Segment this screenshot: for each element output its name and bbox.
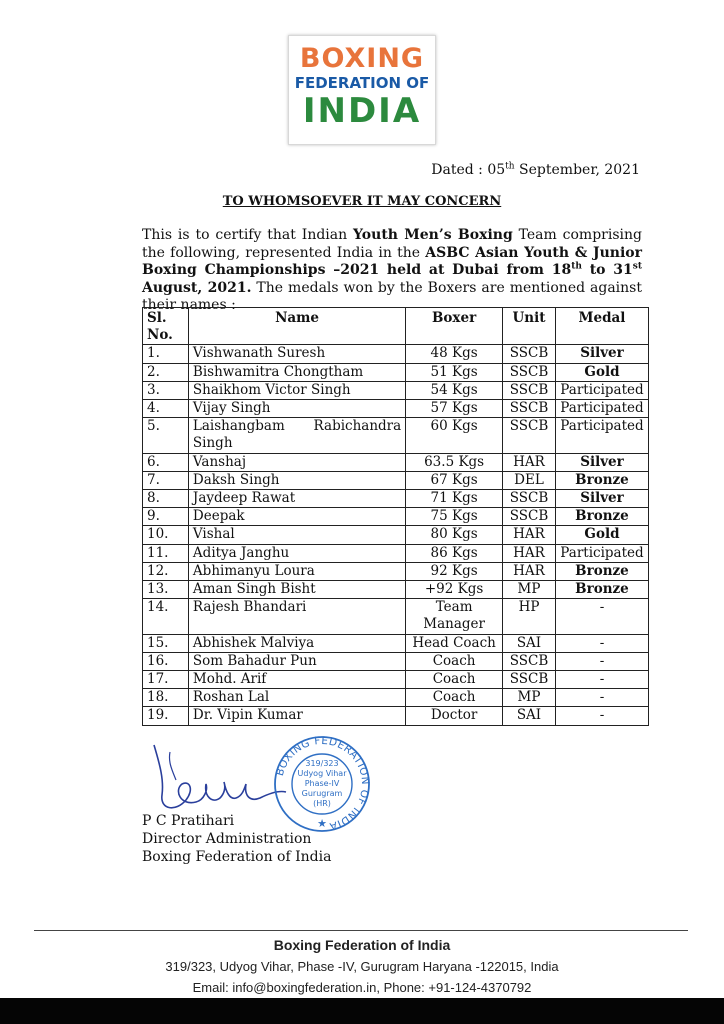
cell-unit: SSCB	[503, 418, 556, 453]
dated-sup: th	[505, 161, 515, 172]
footer-divider	[34, 930, 688, 931]
cell-sl-no: 13.	[143, 581, 189, 599]
cell-name: Laishangbam Rabichandra Singh	[188, 418, 405, 453]
header-medal: Medal	[555, 308, 648, 345]
logo-line-federation-of: FEDERATION OF	[294, 74, 430, 92]
intro-paragraph	[142, 227, 642, 315]
signer-block	[142, 812, 331, 866]
cell-sl-no: 17.	[143, 671, 189, 689]
stamp-line-5: (HR)	[313, 799, 331, 808]
cell-name: Deepak	[188, 508, 405, 526]
letterhead-footer	[0, 935, 724, 998]
cell-name: Vishal	[188, 526, 405, 544]
intro-bold-dates: to 31	[581, 262, 633, 279]
cell-boxer: 86 Kgs	[406, 544, 503, 562]
cell-boxer: 92 Kgs	[406, 562, 503, 580]
cell-boxer: Team Manager	[406, 599, 503, 634]
table-row	[143, 544, 649, 562]
cell-sl-no: 2.	[143, 363, 189, 381]
table-row	[143, 381, 649, 399]
cell-medal: Bronze	[555, 562, 648, 580]
table-row	[143, 526, 649, 544]
cell-sl-no: 18.	[143, 689, 189, 707]
cell-sl-no: 11.	[143, 544, 189, 562]
dated-rest: September, 2021	[514, 162, 640, 178]
cell-medal: Bronze	[555, 471, 648, 489]
cell-name: Aman Singh Bisht	[188, 581, 405, 599]
cell-boxer: Coach	[406, 689, 503, 707]
cell-name: Bishwamitra Chongtham	[188, 363, 405, 381]
cell-name: Daksh Singh	[188, 471, 405, 489]
cell-medal: -	[555, 652, 648, 670]
cell-medal: Participated	[555, 418, 648, 453]
cell-unit: SSCB	[503, 381, 556, 399]
cell-name: Abhishek Malviya	[188, 634, 405, 652]
table-row	[143, 400, 649, 418]
cell-medal: Silver	[555, 490, 648, 508]
cell-name: Aditya Janghu	[188, 544, 405, 562]
cell-sl-no: 15.	[143, 634, 189, 652]
cell-medal: -	[555, 634, 648, 652]
cell-name: Shaikhom Victor Singh	[188, 381, 405, 399]
cell-medal: -	[555, 707, 648, 725]
cell-sl-no: 16.	[143, 652, 189, 670]
cell-unit: DEL	[503, 471, 556, 489]
table-row	[143, 707, 649, 725]
cell-boxer: 80 Kgs	[406, 526, 503, 544]
table-row	[143, 418, 649, 453]
table-row	[143, 453, 649, 471]
cell-unit: HAR	[503, 453, 556, 471]
stamp-line-3: Phase-IV	[304, 779, 340, 788]
cell-name: Roshan Lal	[188, 689, 405, 707]
cell-name: Dr. Vipin Kumar	[188, 707, 405, 725]
stamp-line-2: Udyog Vihar	[297, 769, 347, 778]
table-header-row	[143, 308, 649, 345]
table-row	[143, 508, 649, 526]
cell-unit: MP	[503, 689, 556, 707]
cell-name: Abhimanyu Loura	[188, 562, 405, 580]
table-row	[143, 599, 649, 634]
cell-boxer: 75 Kgs	[406, 508, 503, 526]
cell-name: Vanshaj	[188, 453, 405, 471]
table-row	[143, 581, 649, 599]
cell-boxer: 48 Kgs	[406, 345, 503, 363]
cell-boxer: 51 Kgs	[406, 363, 503, 381]
table-row	[143, 345, 649, 363]
cell-medal: Participated	[555, 381, 648, 399]
cell-medal: Participated	[555, 544, 648, 562]
cell-name: Jaydeep Rawat	[188, 490, 405, 508]
cell-unit: HAR	[503, 544, 556, 562]
table-row	[143, 363, 649, 381]
cell-unit: SSCB	[503, 490, 556, 508]
cell-sl-no: 9.	[143, 508, 189, 526]
cell-boxer: Coach	[406, 652, 503, 670]
cell-sl-no: 5.	[143, 418, 189, 453]
document-heading	[0, 194, 724, 209]
footer-address: 319/323, Udyog Vihar, Phase -IV, Gurugram Haryana -122015, India	[165, 959, 559, 974]
scan-edge-band	[0, 998, 724, 1024]
dated-line	[431, 162, 640, 178]
cell-medal: Bronze	[555, 581, 648, 599]
cell-unit: HAR	[503, 562, 556, 580]
cell-sl-no: 7.	[143, 471, 189, 489]
cell-medal: -	[555, 599, 648, 634]
cell-boxer: Doctor	[406, 707, 503, 725]
intro-part: Team comprising the following, represented India in the	[142, 227, 642, 261]
cell-name: Som Bahadur Pun	[188, 652, 405, 670]
cell-sl-no: 1.	[143, 345, 189, 363]
intro-bold-event: ASBC Asian Youth & Junior Boxing Championships –2021 held at Dubai from 18	[142, 244, 643, 279]
stamp-ring-text: BOXING FEDERATION OF INDIA	[273, 735, 372, 833]
cell-medal: Silver	[555, 345, 648, 363]
stamp-star-icon: ★	[317, 817, 327, 830]
heading-text: TO WHOMSOEVER IT MAY CONCERN	[222, 194, 502, 209]
logo-line-india: INDIA	[302, 91, 422, 131]
intro-sup: th	[571, 261, 582, 272]
table-row	[143, 471, 649, 489]
table-row	[143, 562, 649, 580]
cell-unit: SSCB	[503, 652, 556, 670]
dated-prefix: Dated : 05	[431, 162, 506, 178]
cell-medal: Bronze	[555, 508, 648, 526]
intro-part: The medals won by the Boxers are mentioned against their names :	[142, 279, 642, 314]
cell-sl-no: 6.	[143, 453, 189, 471]
cell-sl-no: 10.	[143, 526, 189, 544]
intro-bold-month: August, 2021.	[142, 279, 252, 296]
medals-table	[142, 307, 649, 726]
intro-bold-team: Youth Men’s Boxing	[353, 227, 513, 243]
footer-org: Boxing Federation of India	[273, 937, 451, 953]
cell-unit: SSCB	[503, 345, 556, 363]
cell-unit: HP	[503, 599, 556, 634]
cell-name: Vishwanath Suresh	[188, 345, 405, 363]
cell-name: Vijay Singh	[188, 400, 405, 418]
cell-medal: Participated	[555, 400, 648, 418]
cell-boxer: 63.5 Kgs	[406, 453, 503, 471]
footer-contact: Email: info@boxingfederation.in, Phone: +91-124-4370792	[192, 980, 532, 995]
cell-unit: HAR	[503, 526, 556, 544]
cell-boxer: 71 Kgs	[406, 490, 503, 508]
logo-line-boxing: BOXING	[299, 43, 425, 74]
cell-sl-no: 12.	[143, 562, 189, 580]
cell-medal: -	[555, 689, 648, 707]
table-row	[143, 634, 649, 652]
cell-unit: SAI	[503, 634, 556, 652]
cell-name: Rajesh Bhandari	[188, 599, 405, 634]
header-unit: Unit	[503, 308, 556, 345]
cell-boxer: 67 Kgs	[406, 471, 503, 489]
table-row	[143, 689, 649, 707]
cell-name: Mohd. Arif	[188, 671, 405, 689]
header-sl-no: Sl. No.	[143, 308, 189, 345]
cell-boxer: +92 Kgs	[406, 581, 503, 599]
cell-sl-no: 3.	[143, 381, 189, 399]
intro-sup: st	[632, 261, 642, 272]
cell-unit: SSCB	[503, 400, 556, 418]
signer-title: Director Administration	[142, 831, 312, 847]
federation-logo	[288, 35, 436, 145]
cell-sl-no: 4.	[143, 400, 189, 418]
cell-unit: SSCB	[503, 508, 556, 526]
cell-medal: -	[555, 671, 648, 689]
table-row	[143, 652, 649, 670]
signer-org: Boxing Federation of India	[142, 849, 332, 865]
cell-medal: Gold	[555, 363, 648, 381]
cell-boxer: 60 Kgs	[406, 418, 503, 453]
cell-boxer: 57 Kgs	[406, 400, 503, 418]
table-row	[143, 490, 649, 508]
table-row	[143, 671, 649, 689]
cell-boxer: 54 Kgs	[406, 381, 503, 399]
cell-boxer: Head Coach	[406, 634, 503, 652]
cell-unit: SSCB	[503, 363, 556, 381]
cell-boxer: Coach	[406, 671, 503, 689]
cell-unit: SSCB	[503, 671, 556, 689]
stamp-line-4: Gurugram	[301, 789, 343, 798]
cell-unit: SAI	[503, 707, 556, 725]
header-name: Name	[188, 308, 405, 345]
header-boxer: Boxer	[406, 308, 503, 345]
intro-part: This is to certify that Indian	[142, 227, 354, 243]
cell-medal: Gold	[555, 526, 648, 544]
stamp-line-1: 319/323	[305, 759, 339, 768]
cell-unit: MP	[503, 581, 556, 599]
cell-sl-no: 14.	[143, 599, 189, 634]
cell-sl-no: 19.	[143, 707, 189, 725]
cell-medal: Silver	[555, 453, 648, 471]
signer-name: P C Pratihari	[142, 813, 235, 829]
cell-sl-no: 8.	[143, 490, 189, 508]
